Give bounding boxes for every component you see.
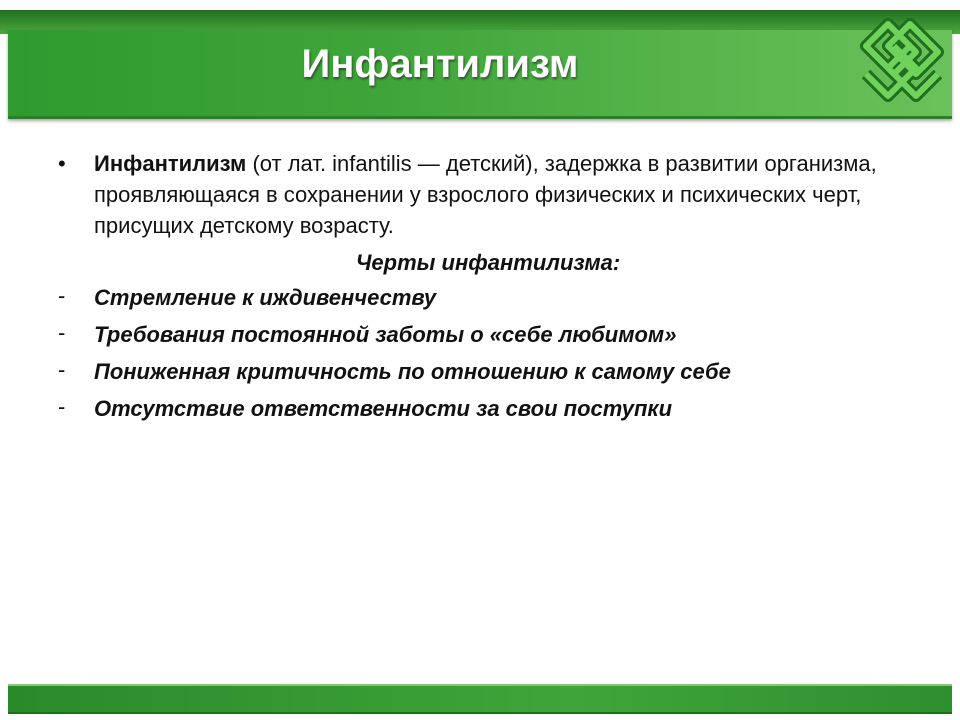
trait-text: Требования постоянной заботы о «себе любимом» (94, 322, 677, 347)
trait-item (58, 356, 918, 387)
definition-item (58, 148, 918, 241)
trait-text: Пониженная критичность по отношению к самому себе (94, 359, 731, 384)
definition-term: Инфантилизм (94, 151, 247, 176)
traits-heading: Черты инфантилизма: (355, 250, 621, 275)
trait-item (58, 393, 918, 424)
trait-item (58, 282, 918, 313)
trait-text: Стремление к иждивенчеству (94, 285, 437, 310)
header-bar (0, 0, 960, 130)
dash-bullet: - (58, 320, 66, 345)
dash-bullet: - (58, 283, 66, 308)
bullet-icon: • (58, 151, 66, 176)
definition-text: (от лат. infantilis — детский), задержка в развитии организма, проявляющаяся в сохранении у взрослого физических и психических черт, присущих детскому возрасту. (94, 151, 877, 238)
trait-text: Отсутствие ответственности за свои поступки (94, 396, 673, 421)
slide-body (58, 148, 918, 430)
footer-band (8, 684, 952, 714)
trait-item (58, 319, 918, 350)
footer-bar (0, 668, 960, 720)
dash-bullet: - (58, 394, 66, 419)
dash-bullet: - (58, 357, 66, 382)
celtic-knot-icon (860, 18, 944, 102)
slide-title: Инфантилизм (301, 42, 579, 86)
